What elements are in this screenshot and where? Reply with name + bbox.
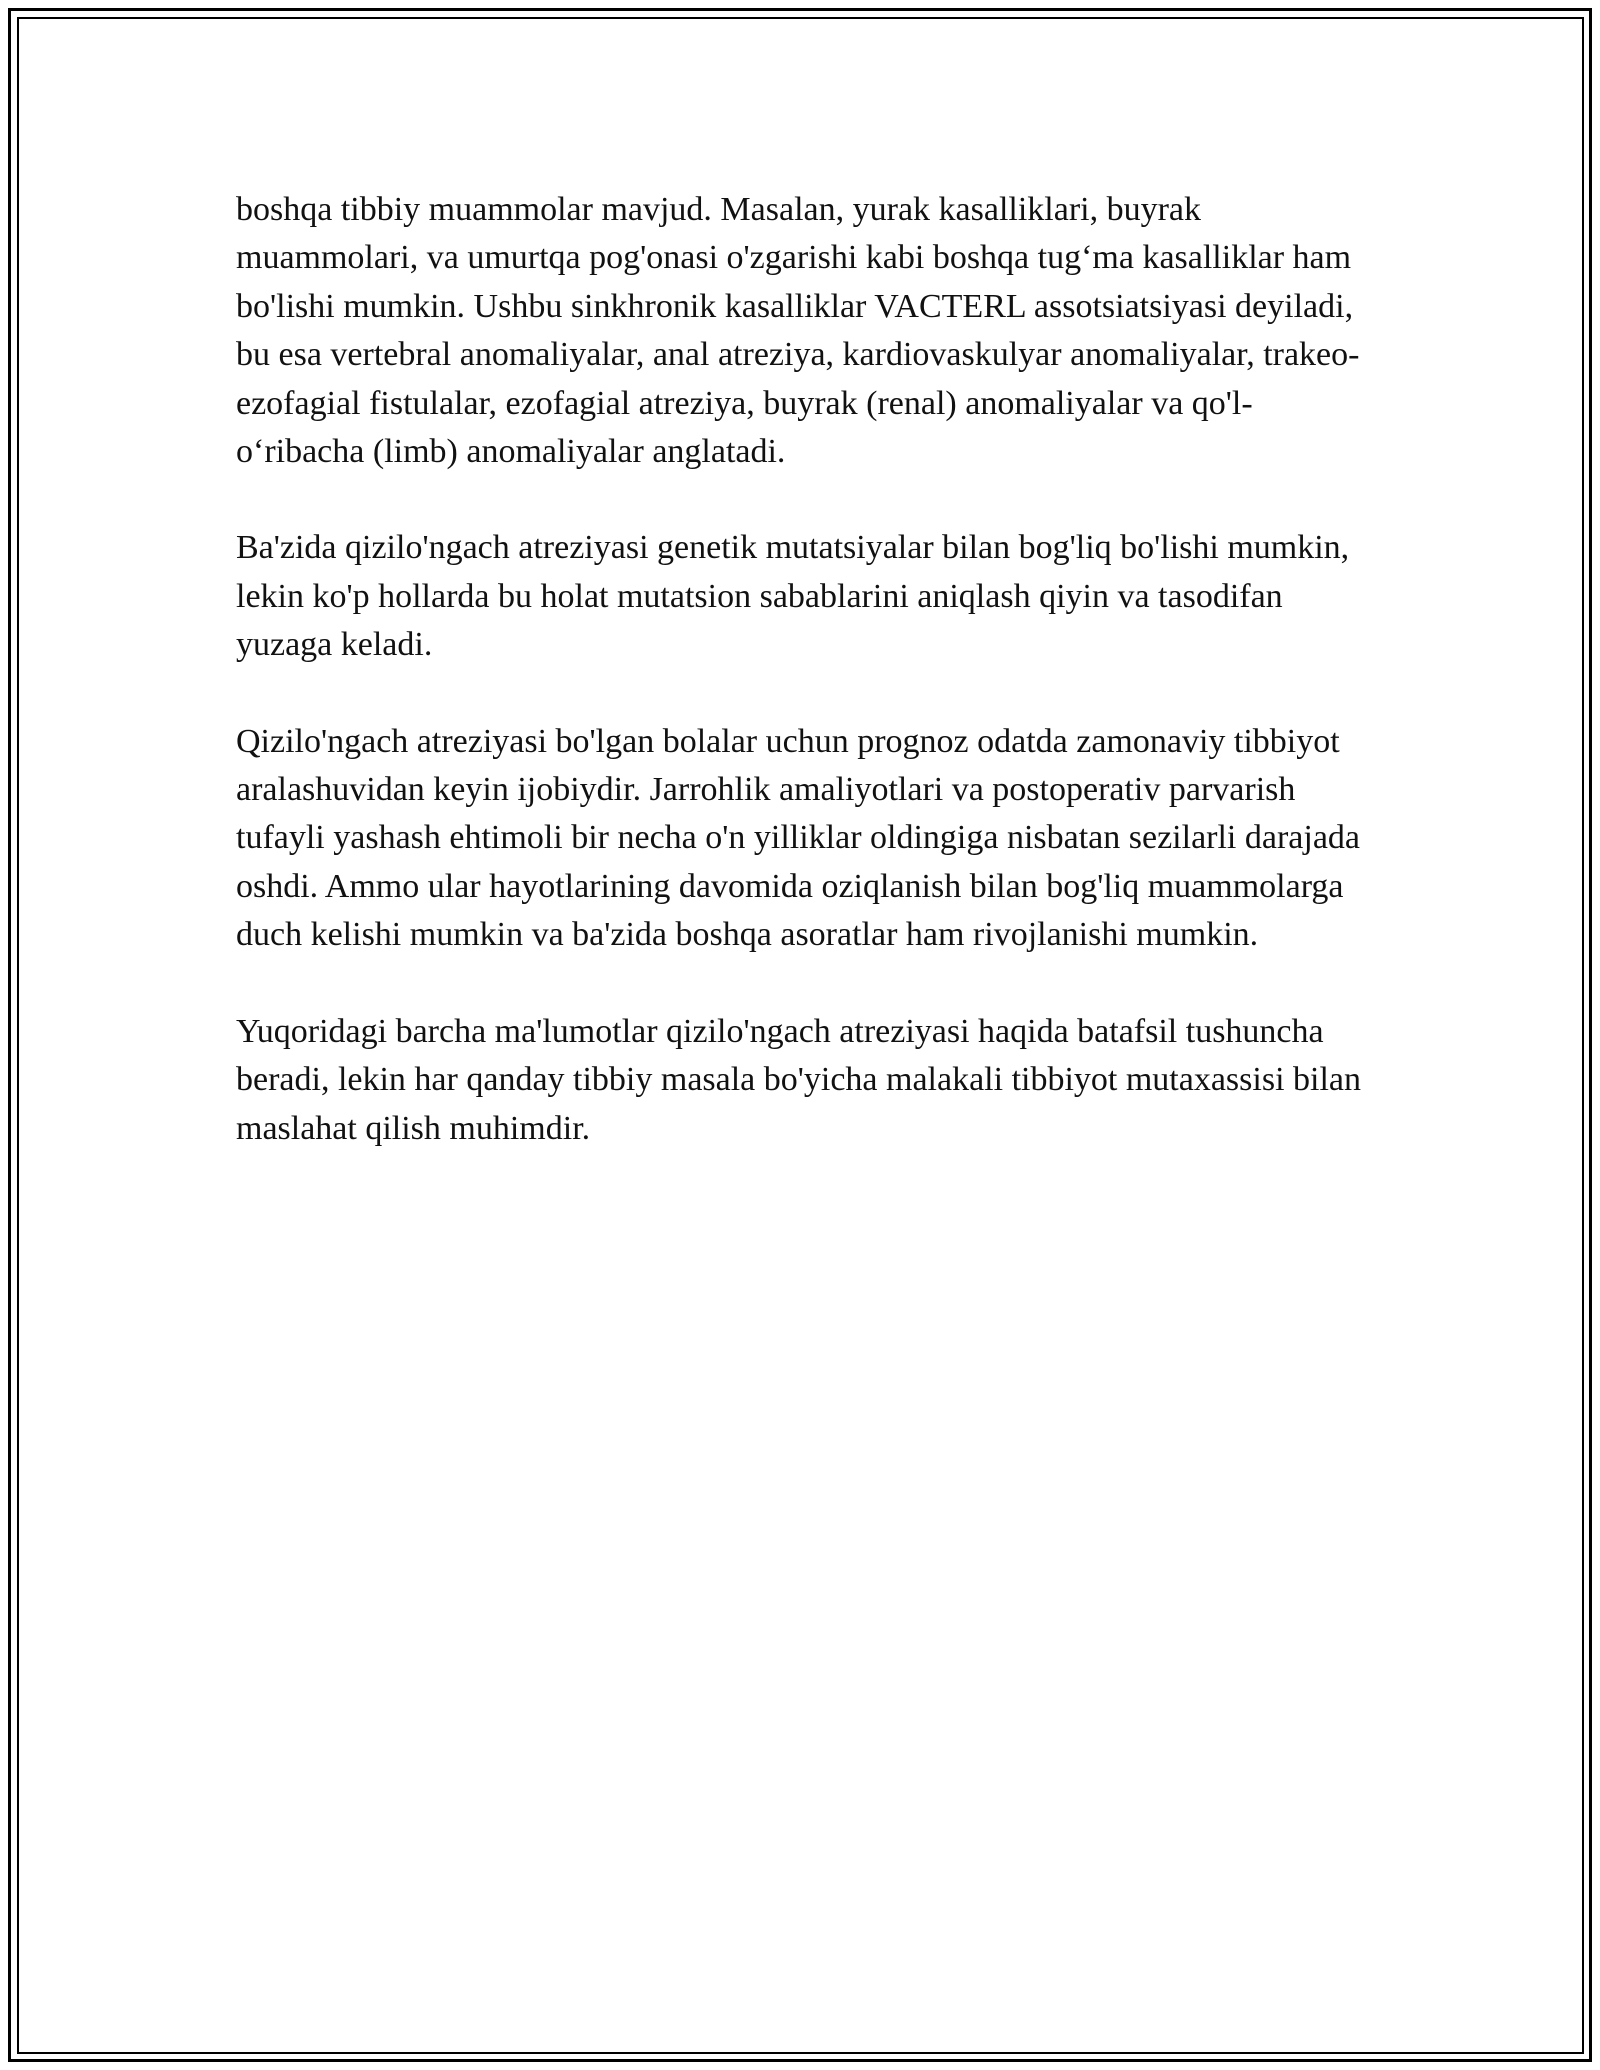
paragraph-summary: Yuqoridagi barcha ma'lumotlar qizilo'ngach atreziyasi haqida batafsil tushuncha beradi, lekin har qanday tibbiy masala bo'yicha malakali tibbiyot mutaxassisi bilan maslahat qilish muhimdir. xyxy=(236,1012,1362,1147)
paragraph-prognosis: Qizilo'ngach atreziyasi bo'lgan bolalar uchun prognoz odatda zamonaviy tibbiyot aralashuvidan keyin ijobiydir. Jarrohlik amaliyotlari va postoperativ parvarish tufayli yashash ehtimoli bir necha o'n yilliklar oldingiga nisbatan sezilarli darajada oshdi. Ammo ular hayotlarining davomida oziqlanish bilan bog'liq muammolarga duch kelishi mumkin va ba'zida boshqa asoratlar ham rivojlanishi mumkin. xyxy=(236,722,1361,954)
paragraph-vacterl: boshqa tibbiy muammolar mavjud. Masalan, yurak kasalliklari, buyrak muammolari, va umurtqa pog'onasi o'zgarishi kabi boshqa tug‘ma kasalliklar ham bo'lishi mumkin. Ushbu sinkhronik kasalliklar VACTERL assotsiatsiyasi deyiladi, bu esa vertebral anomaliyalar, anal atreziya, kardiovaskulyar anomaliyalar, trakeo-ezofagial fistulalar, ezofagial atreziya, buyrak (renal) anomaliyalar va qo'l-o‘ribacha (limb) anomaliyalar anglatadi. xyxy=(236,191,1360,471)
document-body xyxy=(236,186,1376,1201)
paragraph-genetics: Ba'zida qizilo'ngach atreziyasi genetik mutatsiyalar bilan bog'liq bo'lishi mumkin, lekin ko'p hollarda bu holat mutatsion sabablarini aniqlash qiyin va tasodifan yuzaga keladi. xyxy=(236,529,1350,664)
